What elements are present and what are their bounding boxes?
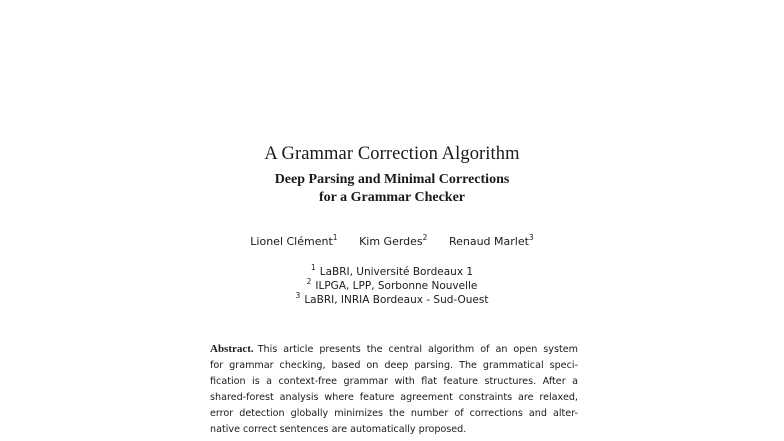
paper-subtitle-line-2: for a Grammar Checker xyxy=(318,190,466,205)
abstract-line-1 xyxy=(210,341,578,358)
author-list xyxy=(0,233,784,248)
author-name: Renaud Marlet xyxy=(448,235,529,248)
abstract-line-2: for grammar checking, based on deep parsing. The grammatical speci- xyxy=(210,360,578,371)
abstract-line-5: error detection globally minimizes the number of corrections and alter- xyxy=(210,408,578,419)
affiliation-text: ILPGA, LPP, Sorbonne Nouvelle xyxy=(315,280,478,292)
affiliation-text: LaBRI, INRIA Bordeaux - Sud-Ouest xyxy=(304,294,489,306)
abstract-label: Abstract. xyxy=(210,343,254,355)
author-1 xyxy=(250,235,337,248)
affiliation-mark: 1 xyxy=(310,263,316,272)
paper-title: A Grammar Correction Algorithm xyxy=(264,144,520,164)
affiliation-text: LaBRI, Université Bordeaux 1 xyxy=(319,266,474,278)
abstract-line-4: shared-forest analysis where feature agreement constraints are relaxed, xyxy=(210,392,578,403)
abstract-line-3: fication is a context-free grammar with flat feature structures. After a xyxy=(210,376,578,387)
abstract-line-6: native correct sentences are automatically proposed. xyxy=(210,424,467,435)
affiliation-2 xyxy=(0,277,784,292)
abstract-text: This article presents the central algorithm of an open system xyxy=(257,344,578,355)
author-3 xyxy=(449,235,534,248)
author-name: Lionel Clément xyxy=(250,235,333,248)
paper-subtitle-line-1: Deep Parsing and Minimal Corrections xyxy=(274,172,510,187)
affiliation-mark: 3 xyxy=(295,291,301,300)
affiliation-1 xyxy=(0,263,784,278)
abstract xyxy=(210,341,578,438)
affiliation-3 xyxy=(0,291,784,306)
author-mark: 1 xyxy=(332,233,338,242)
author-2 xyxy=(359,235,427,248)
affiliation-mark: 2 xyxy=(306,277,312,286)
author-name: Kim Gerdes xyxy=(359,235,423,248)
author-mark: 2 xyxy=(422,233,428,242)
author-mark: 3 xyxy=(528,233,534,242)
